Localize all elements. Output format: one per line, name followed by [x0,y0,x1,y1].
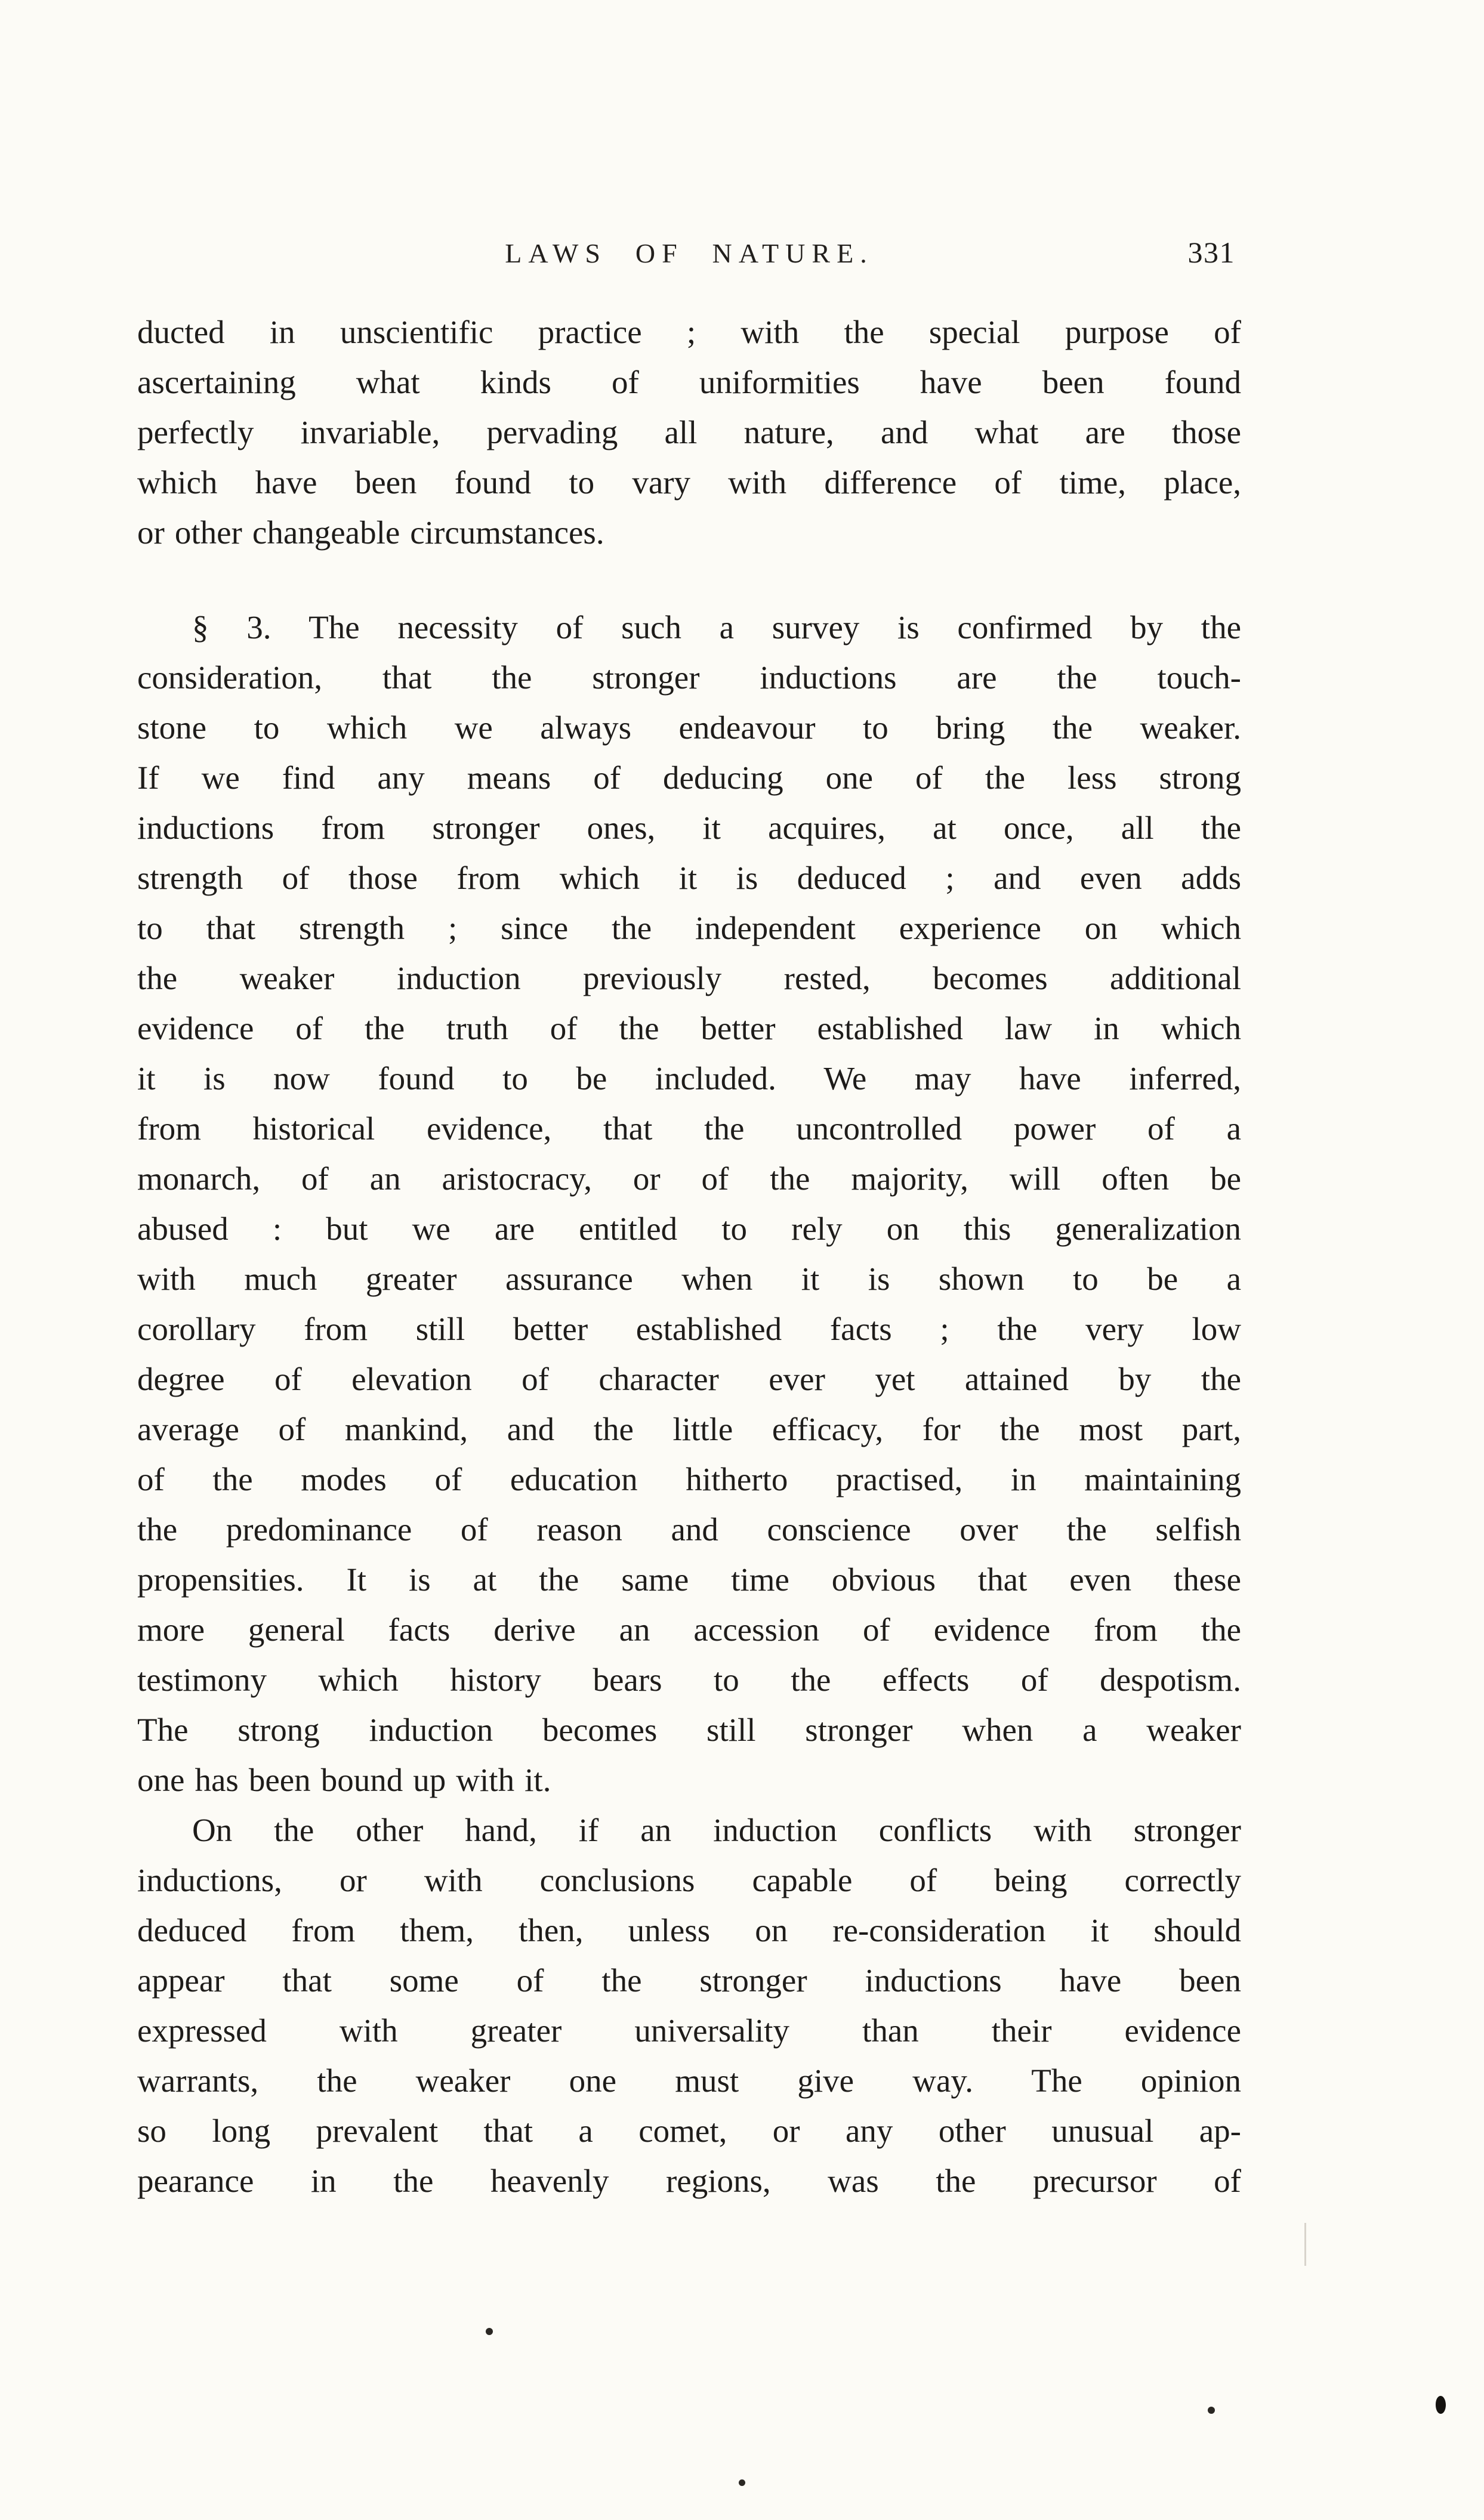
text-line: deduced from them, then, unless on re-consideration it should [137,1912,1241,1948]
text-line: from historical evidence, that the uncontrolled power of a [137,1110,1241,1147]
text-line: pearance in the heavenly regions, was the precursor of [137,2163,1241,2199]
text-line: ducted in unscientific practice ; with the special purpose of [137,314,1241,350]
text-line: abused : but we are entitled to rely on this generalization [137,1210,1241,1247]
text-line: The strong induction becomes still stronger when a weaker [137,1712,1241,1748]
text-line: consideration, that the stronger inductions are the touch- [137,659,1241,696]
paragraph [137,307,1241,558]
ink-speck [739,2479,745,2486]
text-line: inductions from stronger ones, it acquires, at once, all the [137,810,1241,846]
text-line: § 3. The necessity of such a survey is confirmed by the [192,609,1241,646]
text-line: the weaker induction previously rested, becomes additional [137,960,1241,996]
text-line: with much greater assurance when it is shown to be a [137,1261,1241,1297]
text-line: appear that some of the stronger inductions have been [137,1962,1241,1999]
text-line: evidence of the truth of the better established law in which [137,1010,1241,1046]
text-line: monarch, of an aristocracy, or of the majority, will often be [137,1160,1241,1197]
text-line: perfectly invariable, pervading all nature, and what are those [137,414,1241,450]
text-line: propensities. It is at the same time obvious that even these [137,1561,1241,1598]
text-line: expressed with greater universality than their evidence [137,2012,1241,2049]
text-line: warrants, the weaker one must give way. The opinion [137,2062,1241,2099]
ink-speck [1208,2407,1215,2414]
text-line: testimony which history bears to the effects of despotism. [137,1662,1241,1698]
text-line: it is now found to be included. We may have inferred, [137,1060,1241,1097]
page-title: LAWS OF NATURE. [505,238,874,268]
text-line: of the modes of education hitherto practised, in maintaining [137,1461,1241,1497]
text-line: to that strength ; since the independent experience on which [137,910,1241,946]
text-line: average of mankind, and the little efficacy, for the most part, [137,1411,1241,1447]
scan-line-artifact [1304,2223,1306,2266]
page-number: 331 [1187,236,1235,269]
ink-speck [1436,2396,1446,2414]
paragraph [137,1805,1241,2206]
text-line: more general facts derive an accession of evidence from the [137,1611,1241,1648]
paragraph [137,603,1241,1805]
text-line: corollary from still better established facts ; the very low [137,1311,1241,1347]
text-line: ascertaining what kinds of uniformities have been found [137,364,1241,400]
text-line: inductions, or with conclusions capable of being correctly [137,1862,1241,1898]
text-line: degree of elevation of character ever yet attained by the [137,1361,1241,1397]
text-line: or other changeable circumstances. [137,514,604,551]
running-head [137,237,1241,279]
text-line: If we find any means of deducing one of the less strong [137,759,1241,796]
text-line: one has been bound up with it. [137,1762,551,1798]
text-line: so long prevalent that a comet, or any other unusual ap- [137,2113,1241,2149]
text-line: the predominance of reason and conscience over the selfish [137,1511,1241,1548]
text-line: strength of those from which it is deduced ; and even adds [137,860,1241,896]
text-line: On the other hand, if an induction conflicts with stronger [192,1812,1241,1848]
text-line: stone to which we always endeavour to bring the weaker. [137,709,1241,746]
ink-speck [486,2328,493,2335]
text-line: which have been found to vary with difference of time, place, [137,464,1241,501]
text-block [137,307,1241,2206]
